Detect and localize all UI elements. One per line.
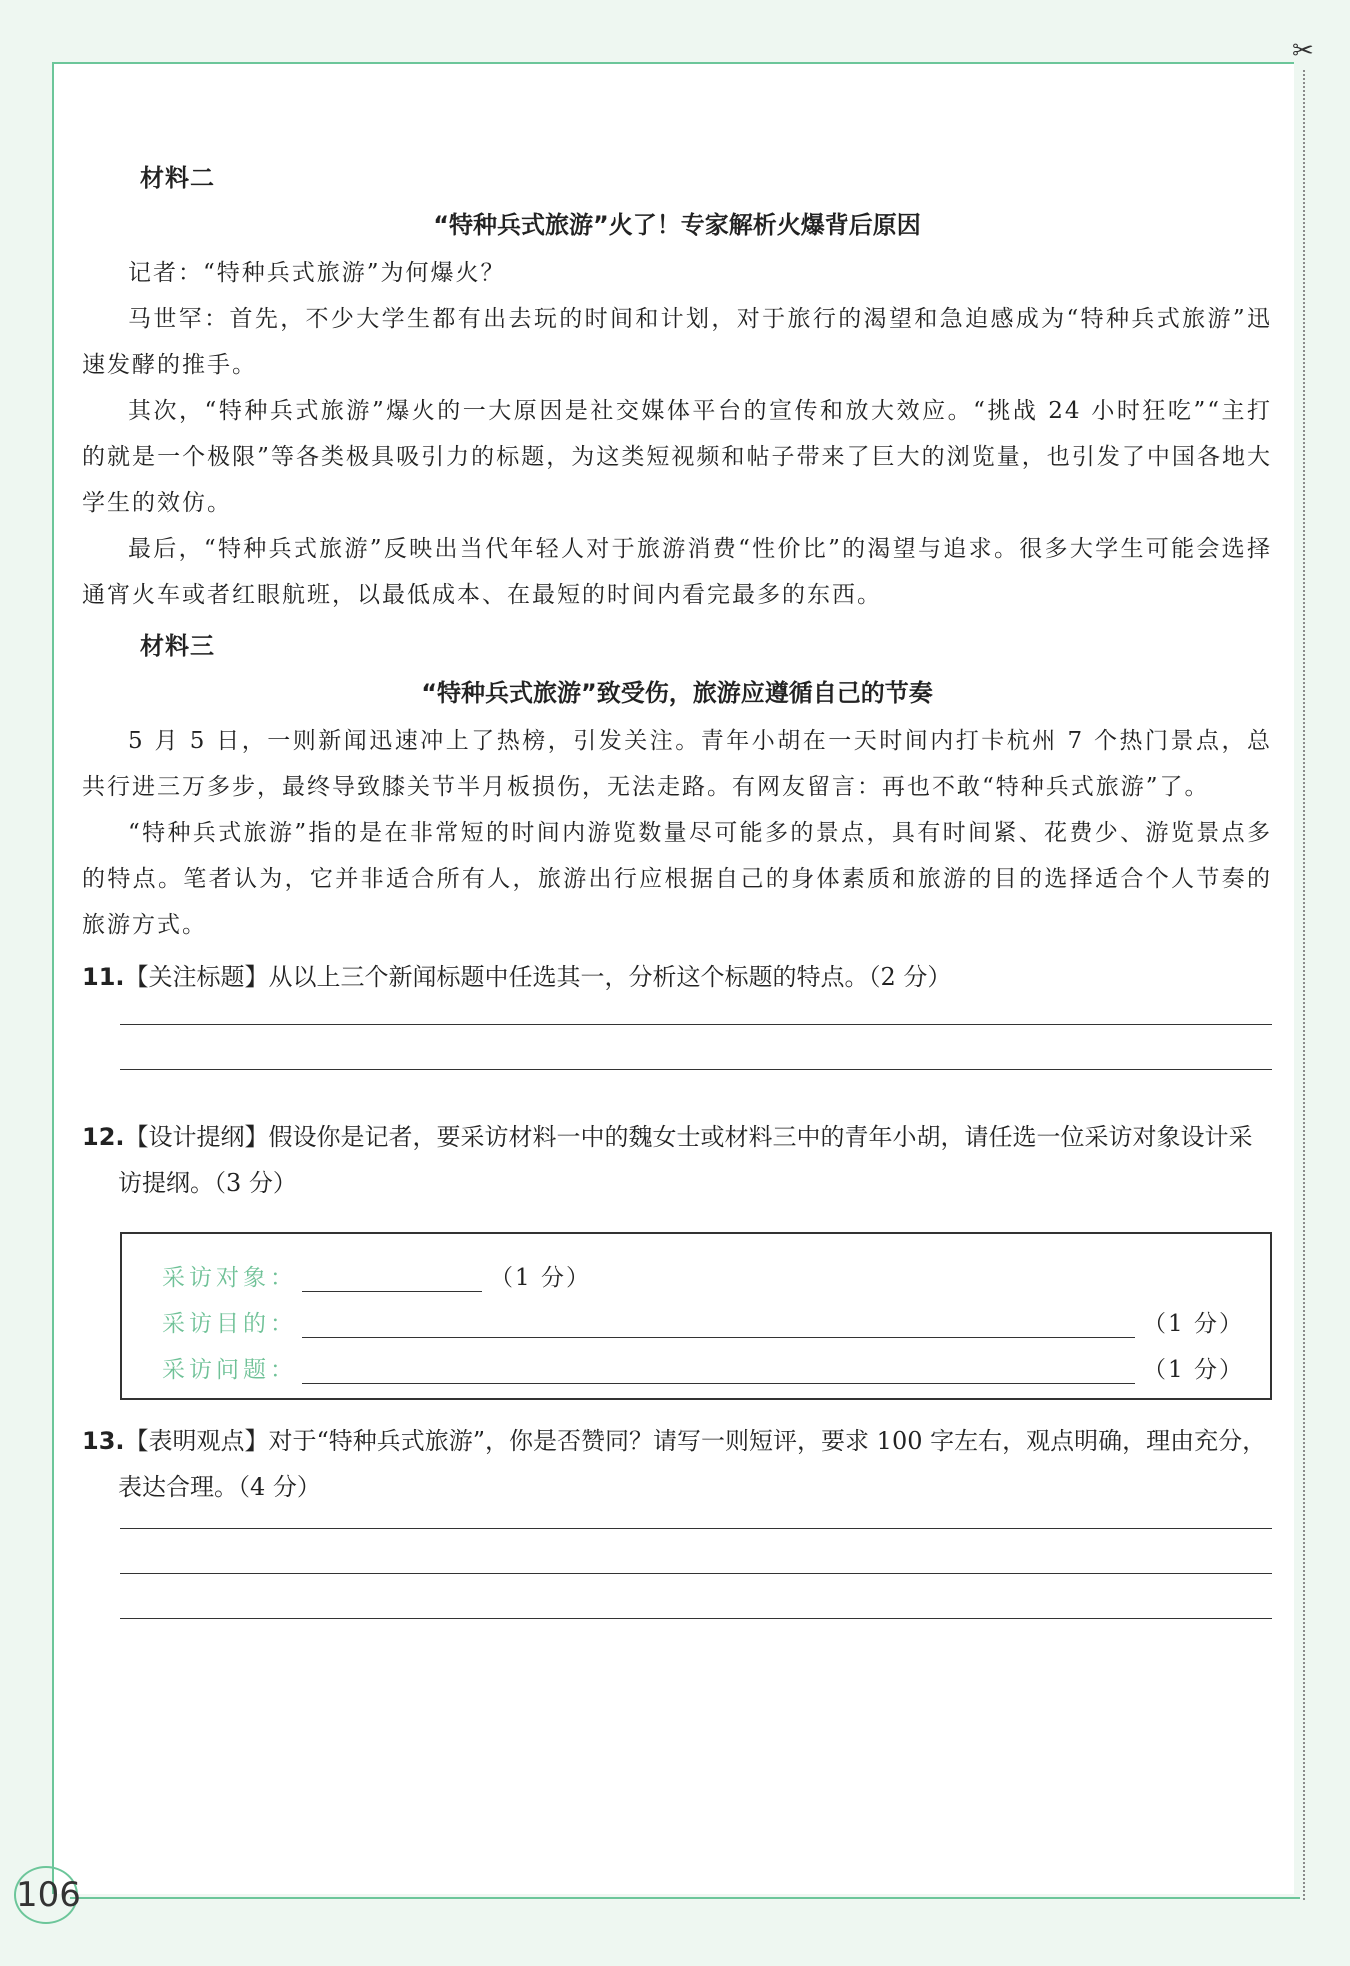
question-11	[82, 954, 1272, 1000]
footer-line	[70, 1897, 1300, 1899]
material2-paragraph: 最后，“特种兵式旅游”反映出当代年轻人对于旅游消费“性价比”的渴望与追求。很多大学生可能会选择通宵火车或者红眼航班，以最低成本、在最短的时间内看完最多的东西。	[82, 536, 1272, 608]
answer-line[interactable]	[120, 1528, 1272, 1529]
interview-object-label: 采访对象：	[162, 1265, 297, 1291]
interview-question-points: （1 分）	[1143, 1357, 1244, 1383]
question-13	[82, 1418, 1272, 1510]
question-13-number: 13.	[82, 1427, 125, 1455]
material3-heading: 材料三	[140, 632, 215, 660]
question-12-text: 【设计提纲】假设你是记者，要采访材料一中的魏女士或材料三中的青年小胡，请任选一位采访对象设计采访提纲。（3 分）	[118, 1123, 1253, 1197]
question-11-text: 【关注标题】从以上三个新闻标题中任选其一，分析这个标题的特点。（2 分）	[124, 963, 952, 991]
answer-line[interactable]	[120, 1024, 1272, 1025]
material2-heading: 材料二	[140, 164, 215, 192]
interview-object-points: （1 分）	[490, 1265, 591, 1291]
answer-line[interactable]	[120, 1573, 1272, 1574]
question-13-text: 【表明观点】对于“特种兵式旅游”，你是否赞同？请写一则短评，要求 100 字左右，观点明确，理由充分，表达合理。（4 分）	[118, 1427, 1267, 1501]
interview-purpose-row	[162, 1292, 1244, 1338]
answer-line[interactable]	[120, 1618, 1272, 1619]
question-11-number: 11.	[82, 963, 125, 991]
page-number: 106	[14, 1866, 78, 1924]
question-12-number: 12.	[82, 1123, 125, 1151]
interview-question-blank[interactable]	[302, 1353, 1135, 1384]
material3-paragraph: “特种兵式旅游”指的是在非常短的时间内游览数量尽可能多的景点，具有时间紧、花费少、游览景点多的特点。笔者认为，它并非适合所有人，旅游出行应根据自己的身体素质和旅游的目的选择适合个人节奏的旅游方式。	[82, 820, 1272, 938]
interview-purpose-blank[interactable]	[302, 1307, 1135, 1338]
scissors-icon: ✂	[1292, 36, 1314, 66]
material3-paragraph: 5 月 5 日，一则新闻迅速冲上了热榜，引发关注。青年小胡在一天时间内打卡杭州 7 个热门景点，总共行进三万多步，最终导致膝关节半月板损伤，无法走路。有网友留言：再也不敢“特种兵式旅游”了。	[82, 728, 1272, 800]
question-12	[82, 1114, 1272, 1206]
page-content	[82, 150, 1272, 1663]
interview-purpose-label: 采访目的：	[162, 1311, 297, 1337]
interview-object-blank[interactable]	[302, 1261, 482, 1292]
answer-line[interactable]	[120, 1069, 1272, 1070]
interview-question-label: 采访问题：	[162, 1357, 297, 1383]
material3-title: “特种兵式旅游”致受伤，旅游应遵循自己的节奏	[421, 679, 933, 707]
material2-paragraph: 马世罕：首先，不少大学生都有出去玩的时间和计划，对于旅行的渴望和急迫感成为“特种兵式旅游”迅速发酵的推手。	[82, 306, 1272, 378]
material2-title: “特种兵式旅游”火了！专家解析火爆背后原因	[433, 211, 921, 239]
question-13-answer-area	[82, 1510, 1272, 1619]
question-11-answer-area	[82, 1000, 1272, 1070]
cut-line	[1303, 70, 1305, 1900]
material2-paragraph: 其次，“特种兵式旅游”爆火的一大原因是社交媒体平台的宣传和放大效应。“挑战 24 小时狂吃”“主打的就是一个极限”等各类极具吸引力的标题，为这类短视频和帖子带来了巨大的浏览量，也引发了中国各地大学生的效仿。	[82, 398, 1272, 516]
interview-purpose-points: （1 分）	[1143, 1311, 1244, 1337]
material2-paragraph: 记者：“特种兵式旅游”为何爆火？	[128, 260, 506, 286]
interview-question-row	[162, 1338, 1244, 1384]
interview-object-row	[162, 1246, 1244, 1292]
interview-outline-box	[120, 1232, 1272, 1400]
